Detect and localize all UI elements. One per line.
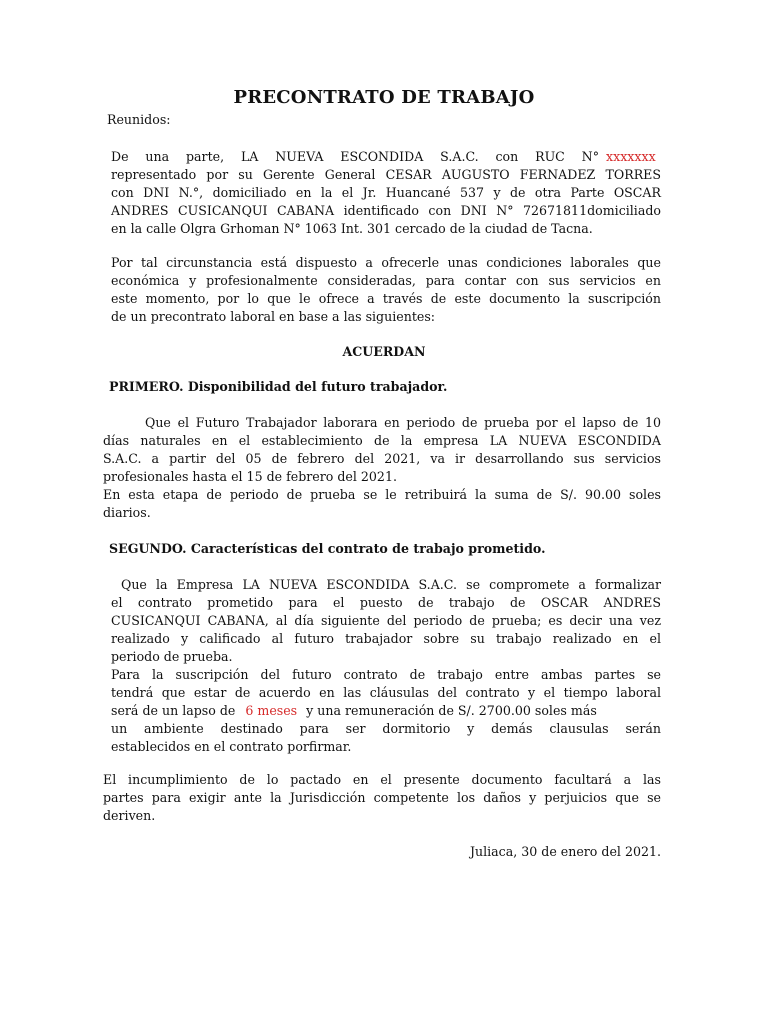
p2-line-4: de un precontrato laboral en base a las siguientes:	[111, 309, 436, 324]
segundo-line-5: periodo de prueba.	[111, 649, 233, 664]
reunidos-label: Reunidos:	[107, 112, 171, 127]
p2-line-2: económica y profesionalmente consideradas, para contar con sus servicios en	[111, 273, 661, 288]
primero-line-6: diarios.	[103, 505, 151, 520]
segundo-line-1: Que la Empresa LA NUEVA ESCONDIDA S.A.C. se compromete a formalizar	[121, 577, 661, 592]
p1-line-1-text: De una parte, LA NUEVA ESCONDIDA S.A.C. con RUC N°	[111, 149, 599, 164]
segundo-line-10: establecidos en el contrato porfirmar.	[111, 739, 352, 754]
p1-line-1	[111, 148, 661, 166]
final-line-2: partes para exigir ante la Jurisdicción competente los daños y perjuicios que se	[103, 790, 661, 805]
segundo-line-9: un ambiente destinado para ser dormitorio y demás clausulas serán	[111, 721, 661, 736]
segundo-line-8	[111, 702, 661, 720]
primero-line-3: S.A.C. a partir del 05 de febrero del 2021, va ir desarrollando sus servicios	[103, 451, 661, 466]
p2-line-1: Por tal circunstancia está dispuesto a ofrecerle unas condiciones laborales que	[111, 255, 661, 270]
final-line-3: deriven.	[103, 808, 156, 823]
segundo-line-6: Para la suscripción del futuro contrato de trabajo entre ambas partes se	[111, 667, 661, 682]
p1-line-5: en la calle Olgra Grhoman N° 1063 Int. 301 cercado de la ciudad de Tacna.	[111, 221, 593, 236]
acuerdan-heading: ACUERDAN	[342, 344, 426, 359]
primero-line-2: días naturales en el establecimiento de la empresa LA NUEVA ESCONDIDA	[103, 433, 661, 448]
segundo-line-2: el contrato prometido para el puesto de trabajo de OSCAR ANDRES	[111, 595, 661, 610]
ruc-placeholder: xxxxxxx	[606, 149, 656, 164]
final-line-1: El incumplimiento de lo pactado en el presente documento facultará a las	[103, 772, 661, 787]
segundo-line-7: tendrá que estar de acuerdo en las cláusulas del contrato y el tiempo laboral	[111, 685, 661, 700]
primero-line-1: Que el Futuro Trabajador laborara en periodo de prueba por el lapso de 10	[145, 415, 661, 430]
primero-heading: PRIMERO. Disponibilidad del futuro trabajador.	[109, 379, 448, 394]
segundo-line-8-start: será de un lapso de	[111, 703, 236, 718]
p1-line-2: representado por su Gerente General CESAR AUGUSTO FERNADEZ TORRES	[111, 167, 661, 182]
document-title: PRECONTRATO DE TRABAJO	[233, 87, 535, 108]
segundo-line-3: CUSICANQUI CABANA, al día siguiente del periodo de prueba; es decir una vez	[111, 613, 661, 628]
segundo-line-8-end: y una remuneración de S/. 2700.00 soles más	[306, 703, 597, 718]
signature-date: Juliaca, 30 de enero del 2021.	[469, 844, 661, 859]
p1-line-4: ANDRES CUSICANQUI CABANA identificado con DNI N° 72671811domiciliado	[111, 203, 661, 218]
primero-line-5: En esta etapa de periodo de prueba se le retribuirá la suma de S/. 90.00 soles	[103, 487, 661, 502]
p2-line-3: este momento, por lo que le ofrece a través de este documento la suscripción	[111, 291, 661, 306]
segundo-line-4: realizado y calificado al futuro trabajador sobre su trabajo realizado en el	[111, 631, 661, 646]
segundo-heading: SEGUNDO. Características del contrato de trabajo prometido.	[109, 541, 546, 556]
contract-duration: 6 meses	[245, 703, 298, 718]
p1-line-3: con DNI N.°, domiciliado en la el Jr. Huancané 537 y de otra Parte OSCAR	[111, 185, 661, 200]
primero-line-4: profesionales hasta el 15 de febrero del 2021.	[103, 469, 397, 484]
